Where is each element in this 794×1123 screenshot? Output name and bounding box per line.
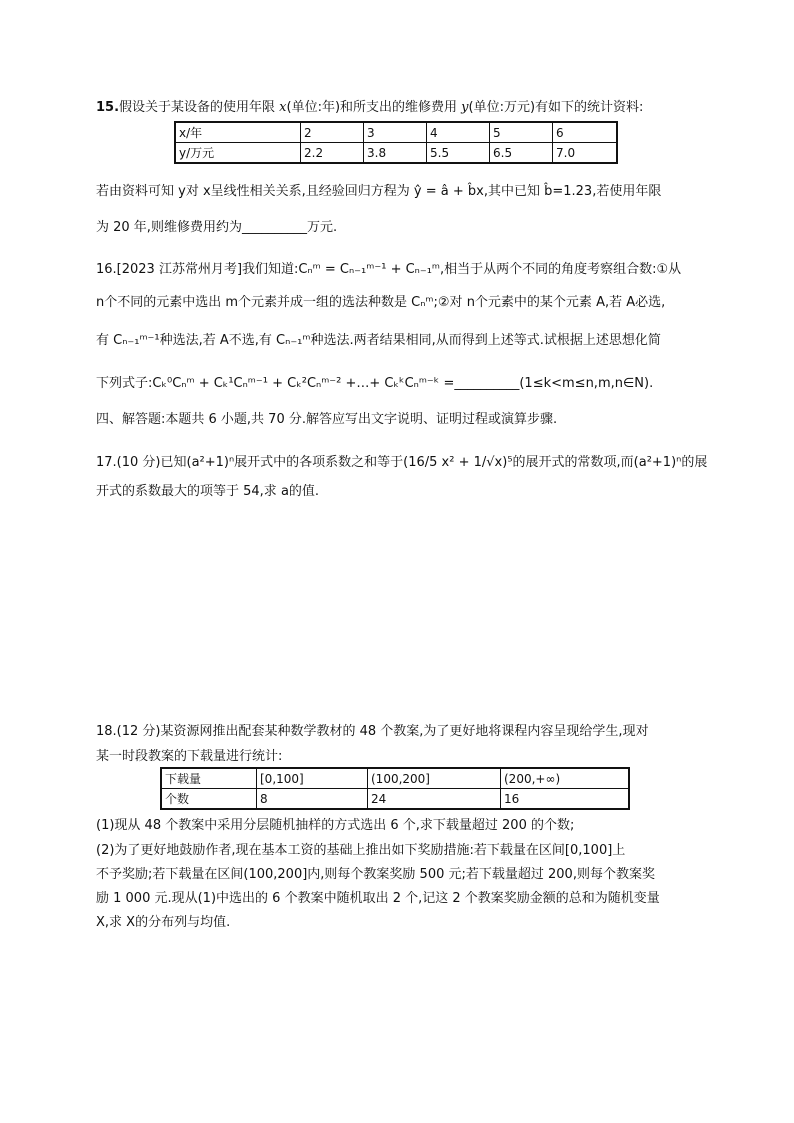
table-row	[175, 143, 617, 164]
table-cell: 5.5	[427, 143, 490, 164]
table-cell: 6	[553, 122, 618, 143]
table-row	[161, 789, 629, 810]
q18-part2-line4: X,求 X的分布列与均值.	[96, 915, 231, 930]
q18-table	[160, 767, 630, 810]
table-cell: (200,+∞)	[501, 768, 630, 789]
table-cell: 5	[490, 122, 553, 143]
table-cell: 下载量	[161, 768, 257, 789]
table-cell: 2	[301, 122, 364, 143]
q15-line1: 15.假设关于某设备的使用年限 x(单位:年)和所支出的维修费用 y(单位:万元)有如下的统计资料:	[96, 100, 644, 115]
q16-line3: 有 Cₙ₋₁ᵐ⁻¹种选法,若 A不选,有 Cₙ₋₁ᵐ种选法.两者结果相同,从而得到上述等式.试根据上述思想化简	[96, 333, 661, 348]
table-row	[175, 122, 617, 143]
table-cell: 个数	[161, 789, 257, 810]
q16-line2: n个不同的元素中选出 m个元素并成一组的选法种数是 Cₙᵐ;②对 n个元素中的某个元素 A,若 A必选,	[96, 295, 666, 310]
table-cell: 6.5	[490, 143, 553, 164]
q16-line4: 下列式子:Cₖ⁰Cₙᵐ + Cₖ¹Cₙᵐ⁻¹ + Cₖ²Cₙᵐ⁻² +…+ CₖᵏCₙᵐ⁻ᵏ =__________(1≤k<m≤n,m,n∈N).	[96, 376, 654, 391]
q16-line1: 16.[2023 江苏常州月考]我们知道:Cₙᵐ = Cₙ₋₁ᵐ⁻¹ + Cₙ₋₁ᵐ,相当于从两个不同的角度考察组合数:①从	[96, 262, 682, 277]
table-cell: 2.2	[301, 143, 364, 164]
table-cell: (100,200]	[368, 768, 501, 789]
q18-part2-line2: 不予奖励;若下载量在区间(100,200]内,则每个教案奖励 500 元;若下载量超过 200,则每个教案奖	[96, 867, 655, 882]
table-cell: 3	[364, 122, 427, 143]
table-cell: 7.0	[553, 143, 618, 164]
table-cell: [0,100]	[257, 768, 368, 789]
q18-line2: 某一时段教案的下载量进行统计:	[96, 749, 283, 764]
table-cell: 16	[501, 789, 630, 810]
q18-part2-line3: 励 1 000 元.现从(1)中选出的 6 个教案中随机取出 2 个,记这 2 个教案奖励金额的总和为随机变量	[96, 891, 660, 906]
q17-line1: 17.(10 分)已知(a²+1)ⁿ展开式中的各项系数之和等于(16/5 x² + 1/√x)⁵的展开式的常数项,而(a²+1)ⁿ的展	[96, 455, 708, 470]
table-cell: x/年	[175, 122, 301, 143]
q18-part1: (1)现从 48 个教案中采用分层随机抽样的方式选出 6 个,求下载量超过 200 的个数;	[96, 818, 575, 833]
q18-line1: 18.(12 分)某资源网推出配套某种数学教材的 48 个教案,为了更好地将课程内容呈现给学生,现对	[96, 724, 649, 739]
table-cell: 24	[368, 789, 501, 810]
q18-part2-line1: (2)为了更好地鼓励作者,现在基本工资的基础上推出如下奖励措施:若下载量在区间[0,100]上	[96, 843, 626, 858]
q15-line2: 若由资料可知 y对 x呈线性相关关系,且经验回归方程为 ŷ = â + b̂x,其中已知 b̂=1.23,若使用年限	[96, 184, 662, 199]
q15-line3: 为 20 年,则维修费用约为__________万元.	[96, 220, 338, 235]
table-row	[161, 768, 629, 789]
table-cell: 3.8	[364, 143, 427, 164]
table-cell: 4	[427, 122, 490, 143]
q17-line2: 开式的系数最大的项等于 54,求 a的值.	[96, 484, 320, 499]
section-heading: 四、解答题:本题共 6 小题,共 70 分.解答应写出文字说明、证明过程或演算步骤.	[96, 412, 558, 427]
q15-table	[174, 121, 618, 164]
table-cell: 8	[257, 789, 368, 810]
table-cell: y/万元	[175, 143, 301, 164]
